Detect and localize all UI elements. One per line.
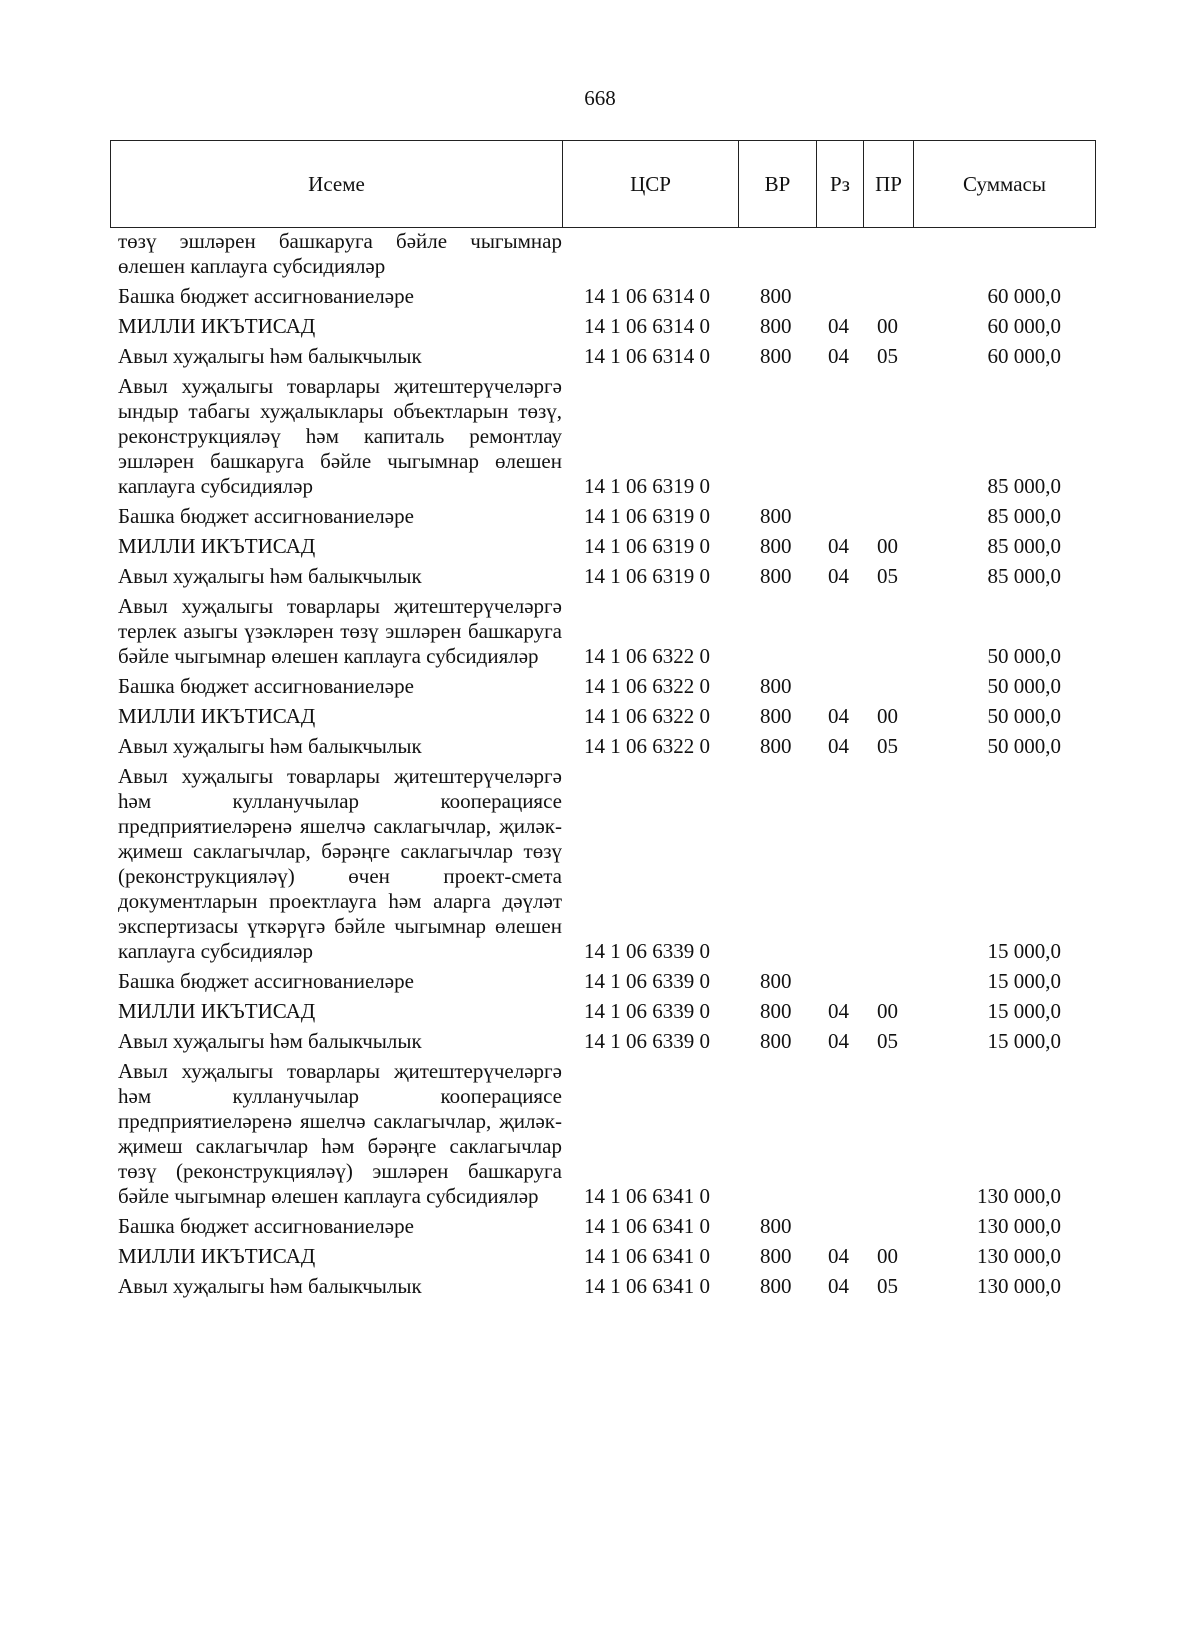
cell-sum: 130 000,0 xyxy=(977,1274,1061,1298)
cell-name: төзү эшләрен башкаруга бәйле чыгымнар өлешен каплауга субсидияләр xyxy=(118,229,562,278)
cell-sum: 60 000,0 xyxy=(987,284,1061,308)
cell-pr xyxy=(863,279,913,309)
cell-csr: 14 1 06 6322 0 xyxy=(584,644,710,668)
table-row xyxy=(110,1209,1095,1239)
cell-csr: 14 1 06 6339 0 xyxy=(584,1029,710,1053)
cell-pr: 00 xyxy=(877,1244,898,1268)
cell-name: Авыл хуҗалыгы товарлары җитештерүчеләргә терлек азыгы үзәкләрен төзү эшләрен башкаруга бәйле чыгымнар өлешен каплауга субсидияләр xyxy=(118,594,562,668)
cell-name: Башка бюджет ассигнованиеләре xyxy=(118,504,414,528)
table-row xyxy=(110,994,1095,1024)
cell-name: МИЛЛИ ИКЪТИСАД xyxy=(118,1244,316,1268)
cell-vr xyxy=(738,369,816,499)
cell-vr: 800 xyxy=(760,999,792,1023)
cell-pr xyxy=(863,229,913,279)
cell-pr xyxy=(863,589,913,669)
table-row xyxy=(110,229,1095,279)
cell-pr: 05 xyxy=(877,1029,898,1053)
cell-vr xyxy=(738,1054,816,1209)
cell-sum xyxy=(913,229,1095,279)
cell-vr xyxy=(738,229,816,279)
cell-vr: 800 xyxy=(760,314,792,338)
cell-csr: 14 1 06 6314 0 xyxy=(584,284,710,308)
cell-rz: 04 xyxy=(828,1029,849,1053)
cell-name: МИЛЛИ ИКЪТИСАД xyxy=(118,704,316,728)
column-header-pr: ПР xyxy=(864,141,914,228)
cell-pr: 05 xyxy=(877,734,898,758)
table-row xyxy=(110,369,1095,499)
cell-vr: 800 xyxy=(760,969,792,993)
cell-sum: 130 000,0 xyxy=(977,1244,1061,1268)
cell-pr xyxy=(863,499,913,529)
cell-pr xyxy=(863,759,913,964)
cell-csr: 14 1 06 6319 0 xyxy=(584,504,710,528)
cell-rz xyxy=(816,964,863,994)
cell-name: Авыл хуҗалыгы һәм балыкчылык xyxy=(118,564,422,588)
cell-rz xyxy=(816,279,863,309)
column-header-vr: ВР xyxy=(739,141,817,228)
cell-csr xyxy=(562,229,738,279)
table-row xyxy=(110,589,1095,669)
cell-rz: 04 xyxy=(828,534,849,558)
cell-vr: 800 xyxy=(760,1029,792,1053)
cell-rz: 04 xyxy=(828,564,849,588)
cell-sum: 50 000,0 xyxy=(987,734,1061,758)
cell-csr: 14 1 06 6341 0 xyxy=(584,1274,710,1298)
cell-csr: 14 1 06 6341 0 xyxy=(584,1184,710,1208)
table-header xyxy=(110,140,1096,228)
cell-csr: 14 1 06 6339 0 xyxy=(584,969,710,993)
table-row xyxy=(110,1024,1095,1054)
cell-rz: 04 xyxy=(828,704,849,728)
cell-csr: 14 1 06 6319 0 xyxy=(584,564,710,588)
cell-pr xyxy=(863,369,913,499)
cell-name: Авыл хуҗалыгы товарлары җитештерүчеләргә һәм кулланучылар кооперациясе предприятиеләренә яшелчә саклагычлар, җиләк-җимеш саклагычлар һәм бәрәңге саклагычлар төзү (реконструкцияләү) эшләрен башкаруга бәйле чыгымнар өлешен каплауга субсидияләр xyxy=(118,1059,562,1208)
cell-name: Авыл хуҗалыгы товарлары җитештерүчеләргә ындыр табагы хуҗалыклары объектларын төзү, реконструкцияләү һәм капиталь ремонтлау эшләрен башкаруга бәйле чыгымнар өлешен каплауга субсидияләр xyxy=(118,374,562,498)
cell-csr: 14 1 06 6341 0 xyxy=(584,1244,710,1268)
cell-rz: 04 xyxy=(828,314,849,338)
cell-name: Авыл хуҗалыгы һәм балыкчылык xyxy=(118,1029,422,1053)
cell-pr xyxy=(863,1054,913,1209)
cell-rz: 04 xyxy=(828,1274,849,1298)
table-row xyxy=(110,529,1095,559)
table-row xyxy=(110,559,1095,589)
cell-pr: 05 xyxy=(877,564,898,588)
cell-name: Авыл хуҗалыгы һәм балыкчылык xyxy=(118,1274,422,1298)
cell-name: Башка бюджет ассигнованиеләре xyxy=(118,969,414,993)
cell-vr xyxy=(738,759,816,964)
cell-csr: 14 1 06 6314 0 xyxy=(584,314,710,338)
cell-vr: 800 xyxy=(760,1244,792,1268)
cell-sum: 50 000,0 xyxy=(987,704,1061,728)
table-row xyxy=(110,964,1095,994)
table-row xyxy=(110,1054,1095,1209)
cell-sum: 130 000,0 xyxy=(977,1214,1061,1238)
cell-pr: 05 xyxy=(877,344,898,368)
cell-name: Башка бюджет ассигнованиеләре xyxy=(118,674,414,698)
table-row xyxy=(110,729,1095,759)
cell-sum: 60 000,0 xyxy=(987,314,1061,338)
cell-rz xyxy=(816,589,863,669)
column-header-name: Исеме xyxy=(111,141,563,228)
cell-vr: 800 xyxy=(760,344,792,368)
table-row xyxy=(110,759,1095,964)
cell-csr: 14 1 06 6339 0 xyxy=(584,939,710,963)
column-header-sum: Суммасы xyxy=(914,141,1096,228)
cell-sum: 15 000,0 xyxy=(987,969,1061,993)
cell-csr: 14 1 06 6322 0 xyxy=(584,674,710,698)
cell-vr: 800 xyxy=(760,534,792,558)
cell-pr: 05 xyxy=(877,1274,898,1298)
cell-sum: 85 000,0 xyxy=(987,474,1061,498)
cell-name: Башка бюджет ассигнованиеләре xyxy=(118,284,414,308)
cell-name: МИЛЛИ ИКЪТИСАД xyxy=(118,534,316,558)
table-row xyxy=(110,339,1095,369)
cell-sum: 60 000,0 xyxy=(987,344,1061,368)
cell-rz xyxy=(816,669,863,699)
cell-csr: 14 1 06 6319 0 xyxy=(584,474,710,498)
cell-csr: 14 1 06 6341 0 xyxy=(584,1214,710,1238)
table-row xyxy=(110,499,1095,529)
cell-vr: 800 xyxy=(760,564,792,588)
cell-rz xyxy=(816,1209,863,1239)
cell-vr: 800 xyxy=(760,504,792,528)
cell-name: Башка бюджет ассигнованиеләре xyxy=(118,1214,414,1238)
column-header-rz: Рз xyxy=(817,141,864,228)
cell-rz xyxy=(816,369,863,499)
cell-csr: 14 1 06 6314 0 xyxy=(584,344,710,368)
cell-csr: 14 1 06 6322 0 xyxy=(584,704,710,728)
cell-name: Авыл хуҗалыгы товарлары җитештерүчеләргә һәм кулланучылар кооперациясе предприятиеләренә яшелчә саклагычлар, җиләк-җимеш саклагычлар, бәрәңге саклагычлар төзү (реконструкцияләү) өчен проект-смета документларын проектлауга һәм аларга дәүләт экспертизасы үткәрүгә бәйле чыгымнар өлешен каплауга субсидияләр xyxy=(118,764,562,963)
cell-pr: 00 xyxy=(877,314,898,338)
cell-vr: 800 xyxy=(760,674,792,698)
cell-vr xyxy=(738,589,816,669)
cell-rz xyxy=(816,229,863,279)
cell-sum: 85 000,0 xyxy=(987,534,1061,558)
cell-name: МИЛЛИ ИКЪТИСАД xyxy=(118,999,316,1023)
cell-pr xyxy=(863,669,913,699)
cell-name: Авыл хуҗалыгы һәм балыкчылык xyxy=(118,734,422,758)
cell-vr: 800 xyxy=(760,704,792,728)
table-row xyxy=(110,1269,1095,1299)
budget-table xyxy=(110,229,1095,1299)
table-row xyxy=(110,279,1095,309)
page-number: 668 xyxy=(584,86,616,110)
cell-name: МИЛЛИ ИКЪТИСАД xyxy=(118,314,316,338)
table-row xyxy=(110,699,1095,729)
cell-sum: 85 000,0 xyxy=(987,564,1061,588)
cell-pr xyxy=(863,964,913,994)
cell-pr: 00 xyxy=(877,704,898,728)
cell-vr: 800 xyxy=(760,734,792,758)
table-row xyxy=(110,309,1095,339)
cell-rz: 04 xyxy=(828,1244,849,1268)
cell-vr: 800 xyxy=(760,1214,792,1238)
cell-sum: 15 000,0 xyxy=(987,999,1061,1023)
cell-csr: 14 1 06 6322 0 xyxy=(584,734,710,758)
cell-name: Авыл хуҗалыгы һәм балыкчылык xyxy=(118,344,422,368)
cell-vr: 800 xyxy=(760,284,792,308)
cell-sum: 50 000,0 xyxy=(987,644,1061,668)
cell-sum: 15 000,0 xyxy=(987,1029,1061,1053)
cell-sum: 130 000,0 xyxy=(977,1184,1061,1208)
cell-csr: 14 1 06 6319 0 xyxy=(584,534,710,558)
table-row xyxy=(110,669,1095,699)
cell-pr: 00 xyxy=(877,999,898,1023)
cell-rz xyxy=(816,759,863,964)
cell-rz: 04 xyxy=(828,344,849,368)
column-header-csr: ЦСР xyxy=(563,141,739,228)
cell-sum: 85 000,0 xyxy=(987,504,1061,528)
cell-pr xyxy=(863,1209,913,1239)
cell-rz: 04 xyxy=(828,734,849,758)
cell-vr: 800 xyxy=(760,1274,792,1298)
cell-csr: 14 1 06 6339 0 xyxy=(584,999,710,1023)
cell-pr: 00 xyxy=(877,534,898,558)
cell-rz xyxy=(816,1054,863,1209)
cell-sum: 15 000,0 xyxy=(987,939,1061,963)
table-row xyxy=(110,1239,1095,1269)
cell-rz xyxy=(816,499,863,529)
cell-sum: 50 000,0 xyxy=(987,674,1061,698)
cell-rz: 04 xyxy=(828,999,849,1023)
